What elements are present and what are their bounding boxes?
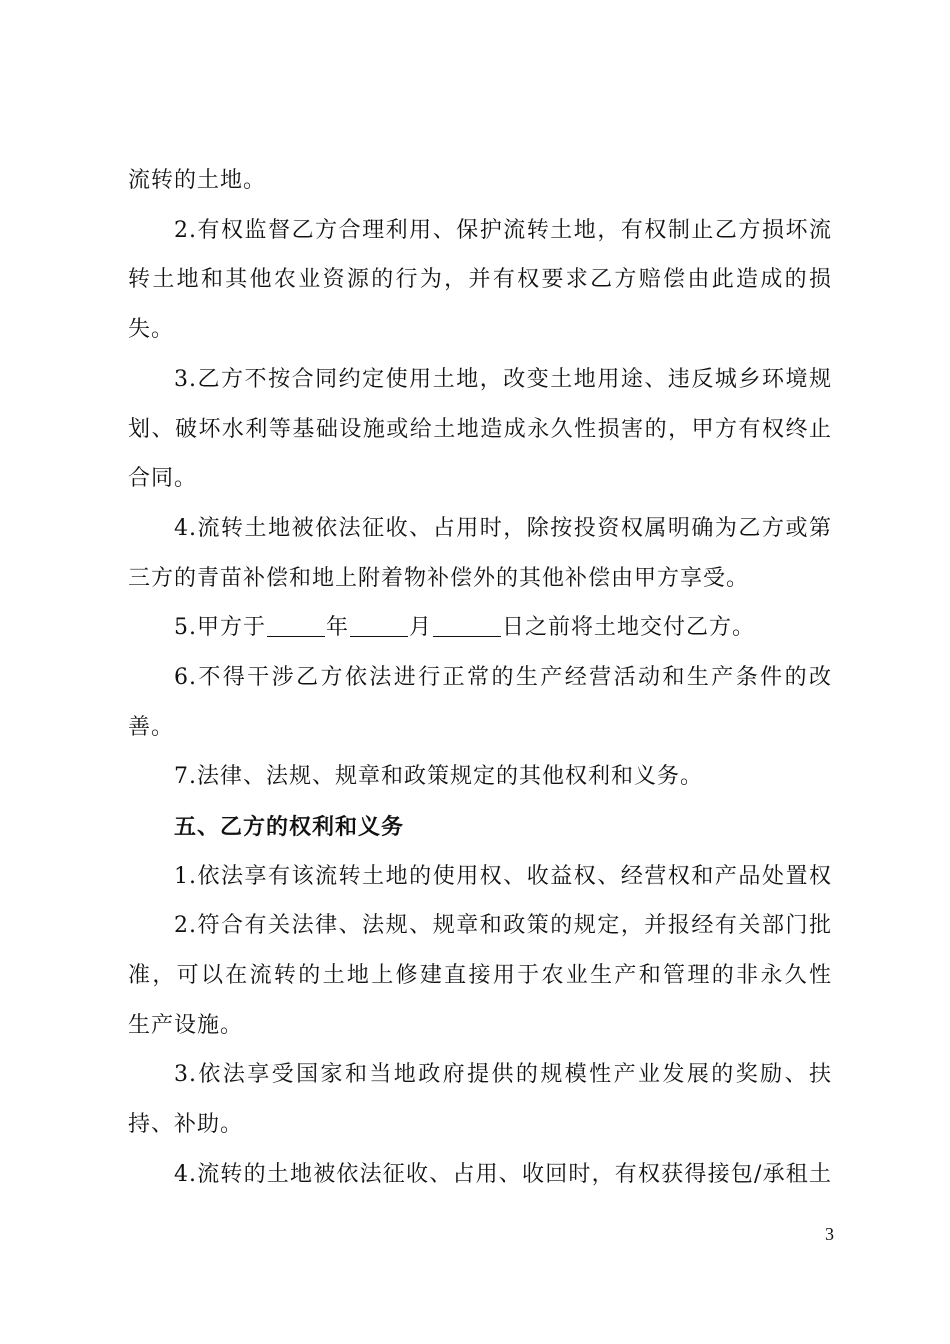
text-line: 善。 [128,715,175,740]
delivery-date-suffix: 日之前将土地交付乙方。 [502,615,756,640]
page-number: 3 [825,1224,834,1244]
day-blank [433,614,501,637]
text-line: 3.依法享受国家和当地政府提供的规模性产业发展的奖励、扶 [174,1062,832,1087]
text-line: 7.法律、法规、规章和政策规定的其他权利和义务。 [174,764,703,789]
text-line: 持、补助。 [128,1112,244,1137]
text-line: 2.有权监督乙方合理利用、保护流转土地，有权制止乙方损坏流 [174,218,832,243]
text-line: 生产设施。 [128,1013,244,1038]
text-line: 失。 [128,317,175,342]
text-line: 3.乙方不按合同约定使用土地，改变土地用途、违反城乡环境规 [174,367,832,392]
text-line: 6.不得干涉乙方依法进行正常的生产经营活动和生产条件的改 [174,665,832,690]
text-line: 1.依法享有该流转土地的使用权、收益权、经营权和产品处置权 [174,864,832,889]
text-line: 流转的土地。 [128,168,267,193]
text-line: 4.流转的土地被依法征收、占用、收回时，有权获得接包/承租土 [174,1162,832,1187]
section-heading: 五、乙方的权利和义务 [174,814,405,840]
month-label: 月 [409,615,433,640]
text-line: 合同。 [128,466,198,491]
delivery-date-prefix: 5.甲方于 [174,615,266,640]
year-label: 年 [326,615,350,640]
text-line: 划、破坏水利等基础设施或给土地造成永久性损害的，甲方有权终止 [128,417,832,442]
year-blank [267,614,325,637]
text-line: 准，可以在流转的土地上修建直接用于农业生产和管理的非永久性 [128,963,832,988]
month-blank [350,614,408,637]
text-line: 三方的青苗补偿和地上附着物补偿外的其他补偿由甲方享受。 [128,566,750,591]
text-line: 4.流转土地被依法征收、占用时，除按投资权属明确为乙方或第 [174,516,832,541]
text-line: 转土地和其他农业资源的行为，并有权要求乙方赔偿由此造成的损 [128,267,832,292]
text-line: 2.符合有关法律、法规、规章和政策的规定，并报经有关部门批 [174,913,832,938]
delivery-date-line [174,613,832,643]
